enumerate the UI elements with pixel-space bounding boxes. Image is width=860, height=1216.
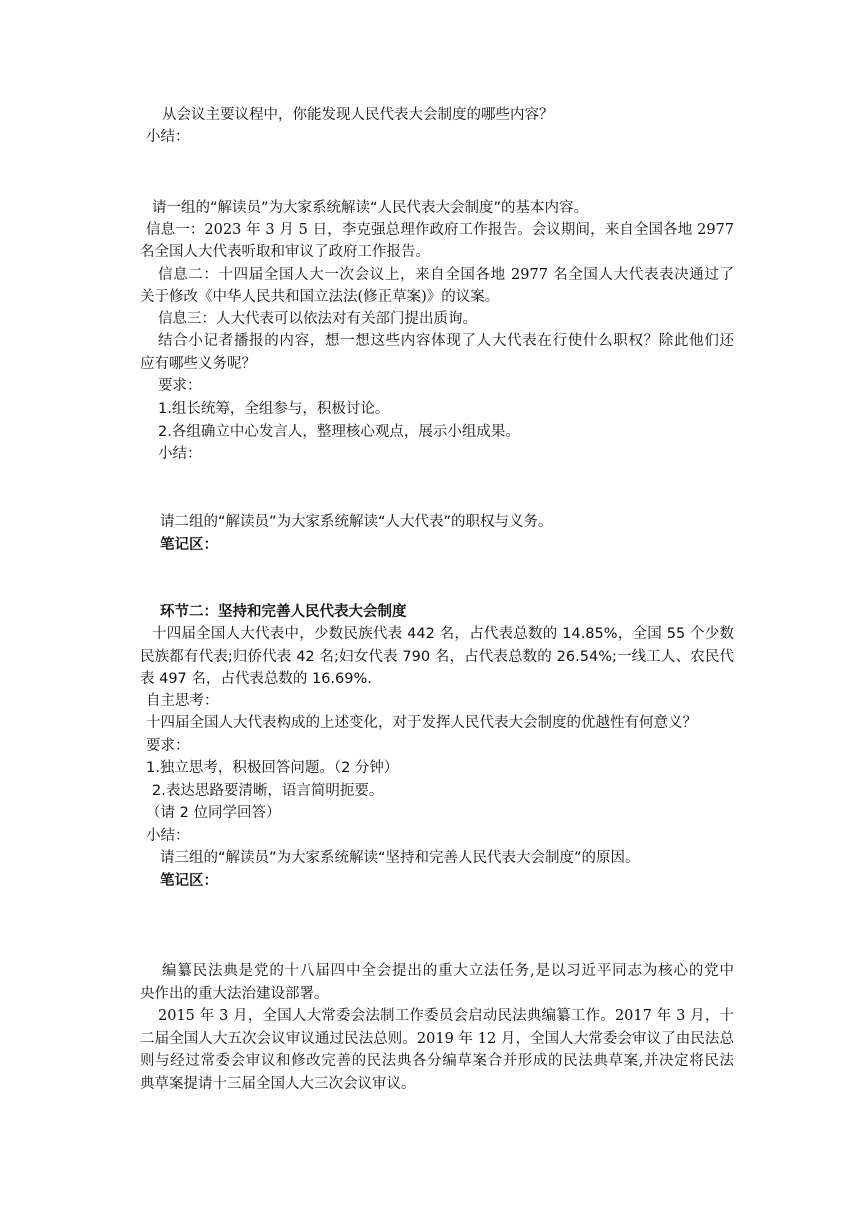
- group1-summary-label: 小结：: [158, 446, 202, 462]
- section2-question: 十四届全国人大代表构成的上述变化，对于发挥人民代表大会制度的优越性有何意义？: [146, 715, 697, 731]
- group1-info3: 信息三：人大代表可以依法对有关部门提出质询。: [158, 311, 477, 327]
- group1-info1-line1: 信息一：2023 年 3 月 5 日，李克强总理作政府工作报告。会议期间，来自全国各地 2977: [146, 222, 734, 238]
- group1-requirements-label: 要求：: [158, 378, 202, 394]
- group3-task: 请三组的“解读员”为大家系统解读“坚持和完善人民代表大会制度”的原因。: [160, 850, 640, 866]
- section2-requirement-1: 1.独立思考，积极回答问题。（2 分钟）: [146, 760, 399, 776]
- section2-requirement-2: 2.表达思路要清晰，语言简明扼要。: [152, 783, 384, 799]
- group1-prompt-line2: 应有哪些义务呢？: [140, 356, 256, 372]
- group1-task: 请一组的“解读员”为大家系统解读“人民代表大会制度”的基本内容。: [152, 200, 589, 216]
- section2-notes-label: 笔记区：: [160, 873, 218, 889]
- section2-stats-line1: 十四届全国人大代表中，少数民族代表 442 名，占代表总数的 14.85%，全国 55 个少数: [152, 626, 734, 642]
- section2-stats-line3: 表 497 名，占代表总数的 16.69%.: [140, 671, 372, 687]
- civil-code-p2-line4: 典草案提请十三届全国人大三次会议审议。: [140, 1076, 416, 1092]
- group2-task: 请二组的“解读员”为大家系统解读“人大代表”的职权与义务。: [160, 514, 553, 530]
- group1-requirement-2: 2.各组确立中心发言人，整理核心观点，展示小组成果。: [158, 424, 520, 440]
- section2-requirement-3: （请 2 位同学回答）: [146, 805, 281, 821]
- group1-requirement-1: 1.组长统筹，全组参与，积极讨论。: [158, 401, 390, 417]
- section2-stats-line2: 民族都有代表;归侨代表 42 名;妇女代表 790 名，占代表总数的 26.54%;一线工人、农民代: [140, 649, 734, 665]
- group1-info2-line1: 信息二：十四届全国人大一次会议上，来自全国各地 2977 名全国人大代表表决通过了: [158, 267, 734, 283]
- group1-info2-line2: 关于修改《中华人民共和国立法法(修正草案)》的议案。: [140, 289, 500, 305]
- civil-code-p1-line2: 央作出的重大法治建设部署。: [140, 986, 329, 1002]
- civil-code-p2-line1: 2015 年 3 月，全国人大常委会法制工作委员会启动民法典编纂工作。2017 年 3 月，十: [158, 1008, 734, 1024]
- section2-heading: 环节二：坚持和完善人民代表大会制度: [160, 604, 407, 620]
- civil-code-p2-line2: 二届全国人大五次会议审议通过民法总则。2019 年 12 月，全国人大常委会审议了由民法总: [140, 1031, 734, 1047]
- section2-think-label: 自主思考：: [146, 693, 219, 709]
- intro-question: 从会议主要议程中，你能发现人民代表大会制度的哪些内容？: [162, 107, 554, 123]
- group1-prompt-line1: 结合小记者播报的内容，想一想这些内容体现了人大代表在行使什么职权？除此他们还: [158, 333, 734, 349]
- group1-info1-line2: 名全国人大代表听取和审议了政府工作报告。: [140, 244, 430, 260]
- section2-summary-label: 小结：: [146, 828, 190, 844]
- group2-notes-label: 笔记区：: [160, 537, 218, 553]
- civil-code-p1-line1: 编纂民法典是党的十八届四中全会提出的重大立法任务,是以习近平同志为核心的党中: [162, 963, 734, 979]
- section2-requirements-label: 要求：: [146, 738, 190, 754]
- civil-code-p2-line3: 则与经过常委会审议和修改完善的民法典各分编草案合并形成的民法典草案,并决定将民法: [140, 1053, 734, 1069]
- intro-summary-label: 小结：: [146, 129, 190, 145]
